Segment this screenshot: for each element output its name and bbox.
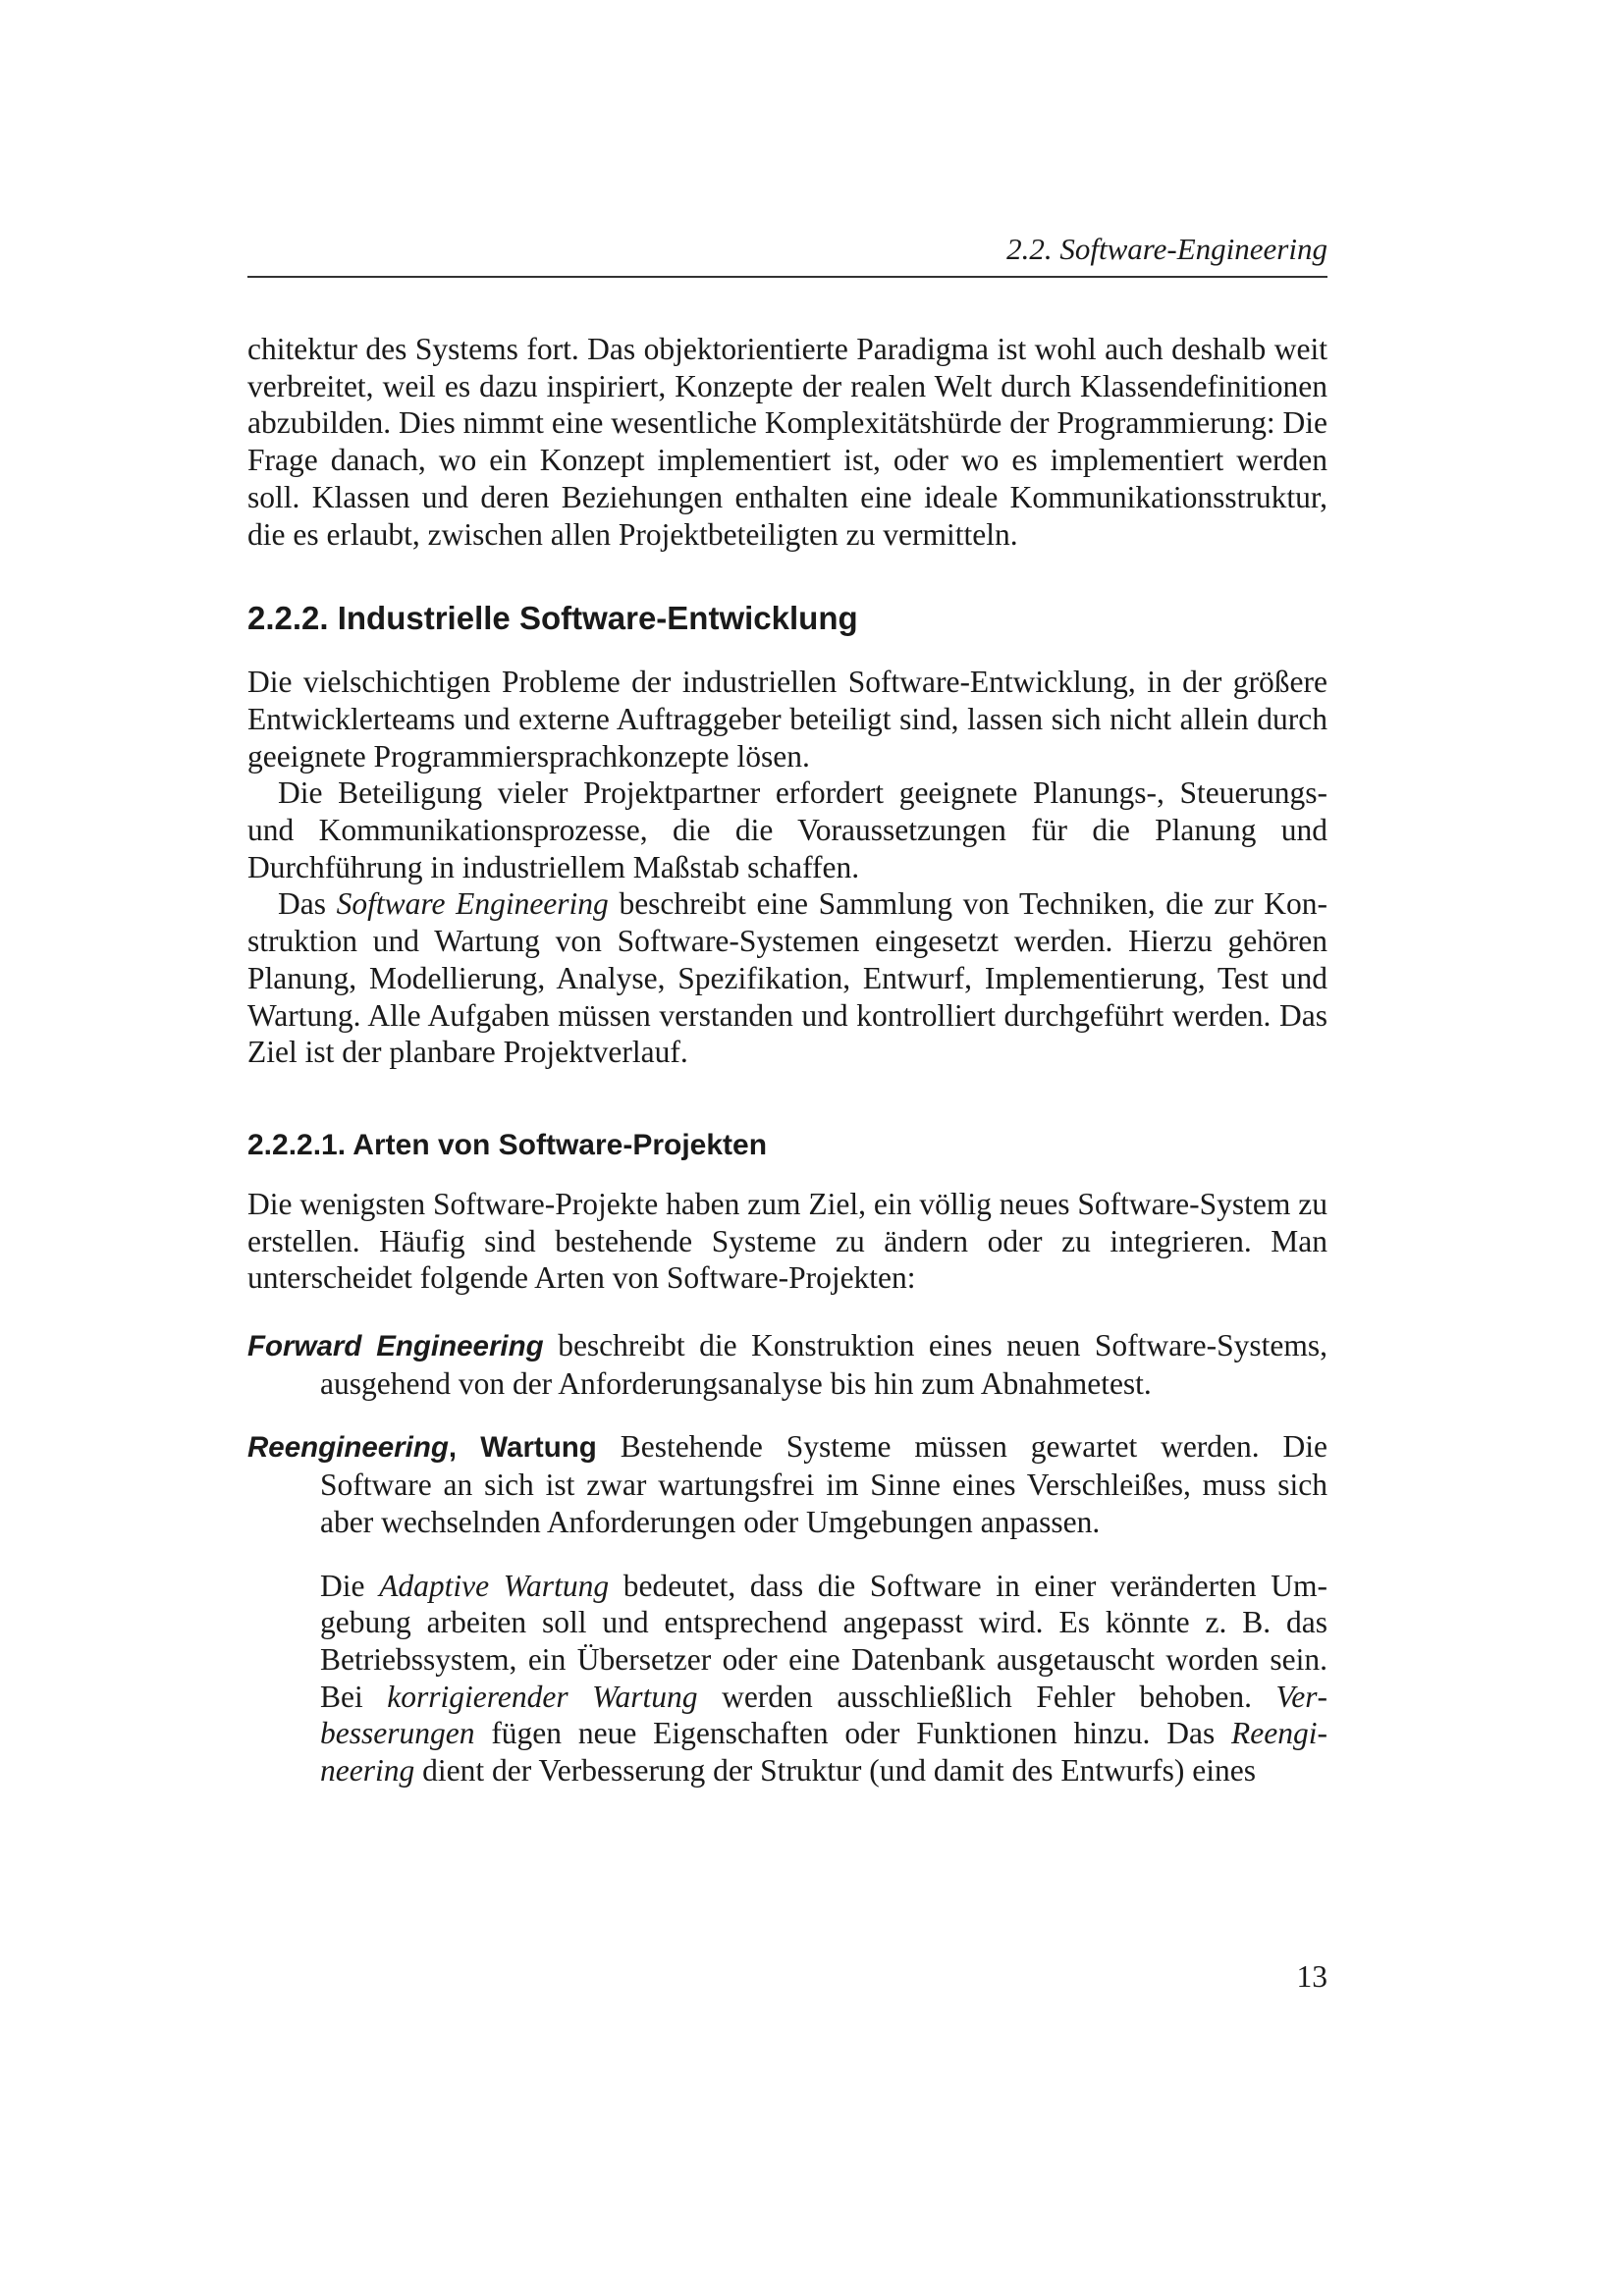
subsection-intro: Die wenigsten Software-Projekte haben zum Ziel, ein völlig neues Software-System zu erstellen. Häufig sind bestehende Systeme zu ändern oder zu integrieren. Man unterscheidet folgende Arten von Software-Projekten: [247, 1186, 1327, 1296]
emphasis-adaptive-wartung: Adaptive Wartung [379, 1568, 610, 1603]
subsection-heading-2-2-2-1: 2.2.2.1. Arten von Software-Projekten [247, 1128, 768, 1161]
paragraph-text: Das [278, 886, 337, 922]
list-item-reengineering [247, 1428, 1327, 1540]
emphasis-reengineering: Reengineering [320, 1716, 1327, 1789]
section-paragraph-2: Die Beteiligung vieler Projektpartner erfordert geeignete Planungs-, Steuerungs- und Kommunikationsprozesse, die die Voraussetzungen für die Planung und Durchführung in industriellem Maßstab schaffen. [247, 775, 1327, 884]
definition-text: Bestehende Systeme müssen gewartet werden. Die Software an sich ist zwar wartungsfrei im Sinne eines Verschleißes, muss sich aber wechselnden Anforderungen oder Umgebungen anpassen. [320, 1429, 1327, 1539]
list-item-forward-engineering [247, 1327, 1327, 1402]
emphasis-korrigierender-wartung: korrigierender Wartung [387, 1679, 698, 1714]
paragraph-text: dient der Verbesserung der Struktur (und damit des Entwurfs) eines [414, 1753, 1256, 1789]
wartung-paragraph [320, 1568, 1327, 1789]
paragraph-text: beschreibt eine Sammlung von Techniken, die zur Konstruktion und Wartung von Software-Systemen eingesetzt werden. Hierzu gehören Planung, Modellierung, Analyse, Spezifikation, Entwurf, Implementierung, Test und Wartung. Alle Aufgaben müssen verstanden und kontrolliert durchgeführt werden. Das Ziel ist der planbare Projektverlauf. [247, 886, 1327, 1070]
page-number: 13 [1296, 1959, 1327, 1994]
section-paragraph-1: Die vielschichtigen Probleme der industriellen Software-Entwicklung, in der größere Entwicklerteams und externe Auftraggeber beteiligt sind, lassen sich nicht allein durch geeignete Programmiersprachkonzepte lösen. [247, 665, 1327, 774]
running-header: 2.2. Software-Engineering [1006, 232, 1327, 266]
emphasis-software-engineering: Software Engineering [336, 886, 609, 922]
paragraph-text: Die [320, 1568, 380, 1603]
definition-text: beschreibt die Konstruktion eines neuen Software-Systems, ausgehend von der Anforderungsanalyse bis hin zum Abnahmetest. [320, 1328, 1327, 1401]
intro-paragraph: chitektur des Systems fort. Das objektorientierte Paradigma ist wohl auch deshalb weit verbreitet, weil es dazu inspiriert, Konzepte der realen Welt durch Klassendefinitionen abzubilden. Dies nimmt eine wesentliche Komplexitätshürde der Programmierung: Die Frage danach, wo ein Konzept implementiert ist, oder wo es implementiert werden soll. Klassen und deren Beziehungen enthalten eine ideale Kommunikationsstruktur, die es erlaubt, zwischen allen Projektbeteiligten zu vermitteln. [247, 332, 1327, 552]
body-text [247, 331, 1327, 1789]
project-types-list [247, 1327, 1327, 1789]
paragraph-text: bedeutet, dass die Software in einer veränderten Umgebung arbeiten soll und entsprechend angepasst wird. Es könnte z. B. das Betriebssystem, ein Übersetzer oder eine Datenbank ausgetauscht worden sein. Bei [320, 1568, 1327, 1714]
section-heading-2-2-2: 2.2.2. Industrielle Software-Entwicklung [247, 600, 858, 637]
header-rule [247, 276, 1327, 278]
paragraph-text: fügen neue Eigenschaften oder Funktionen hinzu. Das [474, 1716, 1232, 1751]
section-paragraph-3 [247, 885, 1327, 1071]
term-wartung: , Wartung [448, 1431, 597, 1465]
paragraph-text: werden ausschließlich Fehler behoben. [697, 1679, 1276, 1714]
emphasis-verbesserungen: Verbesserungen [320, 1679, 1327, 1751]
term-reengineering: Reengineering [247, 1431, 449, 1465]
term-forward-engineering: Forward Engineering [247, 1330, 544, 1363]
